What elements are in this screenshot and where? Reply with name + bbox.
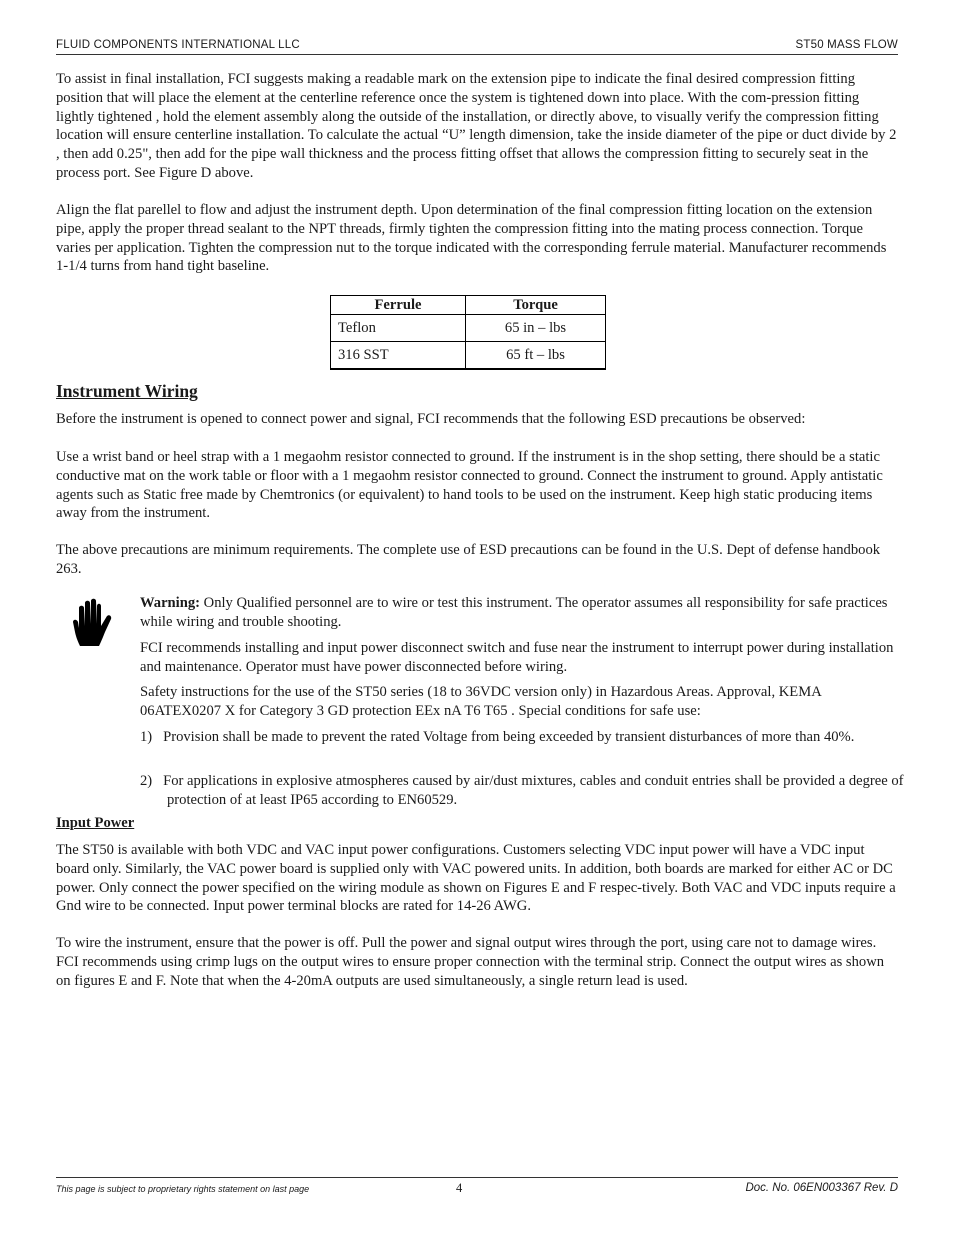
footer-doc-number: Doc. No. 06EN003367 Rev. D [745,1182,898,1194]
input-power-paragraph: The ST50 is available with both VDC and VAC input power configurations. Customers selecting VDC input power will have a VDC input board only. Similarly, the VAC power board is supplied only with VAC powered units. In addition, both boards are marked for either AC or DC power. Only connect the power specified on the wiring module as shown on Figures E and F respec-tively. Both VAC and VDC inputs require a Gnd wire to be connected. Input power terminal blocks are rated for 14-26 AWG. [56,842,896,915]
warning-paragraph [140,594,898,632]
esd-instructions-paragraph: Use a wrist band or heel strap with a 1 megaohm resistor connected to ground. If the instrument is in the shop setting, there should be a static conductive mat on the work table or floor with a 1 megaohm resistor connected to ground. Connect the instrument to ground. Apply antistatic agents such as Static free made by Chemtronics (or equivalent) to hand tools to be used on the instrument. Keep high static producing items away from the instrument. [56,449,883,522]
esd-intro-paragraph: Before the instrument is opened to connect power and signal, FCI recommends that the following ESD precautions be observed: [56,411,806,427]
list-item: 2) For applications in explosive atmospheres caused by air/dust mixtures, cables and conduit entries shall be provided a degree of protection of at least IP65 according to EN60529. [140,773,904,808]
column-header-torque: Torque [466,296,606,315]
table-header-row [331,296,606,315]
table-row [331,342,606,370]
wiring-instructions-paragraph: To wire the instrument, ensure that the power is off. Pull the power and signal output wires through the port, using care not to damage wires. FCI recommends using crimp lugs on the output wires to ensure proper connection with the terminal strip. Connect the output wires as shown on figures E and F. Note that when the 4-20mA outputs are used simultaneously, a single return lead is used. [56,935,885,989]
column-header-ferrule: Ferrule [331,296,466,315]
alignment-paragraph: Align the flat parellel to flow and adjust the instrument depth. Upon determination of the final compression fitting location on the extension pipe, apply the proper thread sealant to the NPT threads, firmly tighten the compression fitting into the mating process connection. Torque varies per application. Tighten the compression nut to the torque indicated with the corresponding ferrule material. Manufacturer recommends 1-1/4 turns from hand tight baseline. [56,202,887,275]
disconnect-switch-paragraph: FCI recommends installing and input power disconnect switch and fuse near the instrument to interrupt power during installation and maintenance. Operator must have power disconnected before wiring. [140,640,894,675]
table-row [331,315,606,342]
page-header [56,38,898,55]
ferrule-cell: Teflon [331,315,466,342]
hand-stop-icon [70,598,112,648]
hazardous-areas-paragraph: Safety instructions for the use of the ST50 series (18 to 36VDC version only) in Hazardous Areas. Approval, KEMA 06ATEX0207 X for Category 3 GD protection EEx nA T6 T65 . Special conditions for safe use: [140,684,821,719]
section-heading-input-power: Input Power [56,815,135,831]
warning-label: Warning: [140,595,201,611]
torque-cell: 65 in – lbs [466,315,606,342]
header-company: FLUID COMPONENTS INTERNATIONAL LLC [56,39,300,51]
torque-table [330,295,606,370]
page-number: 4 [456,1181,463,1195]
footer-proprietary-note: This page is subject to proprietary rights statement on last page [56,1184,310,1194]
esd-requirements-paragraph: The above precautions are minimum requirements. The complete use of ESD precautions can be found in the U.S. Dept of defense handbook 263. [56,542,881,577]
warning-text: Only Qualified personnel are to wire or test this instrument. The operator assumes all responsibility for safe practices while wiring and trouble shooting. [140,595,888,630]
header-product: ST50 MASS FLOW [795,39,898,51]
installation-paragraph: To assist in final installation, FCI suggests making a readable mark on the extension pipe to indicate the final desired compression fitting position that will place the element at the centerline reference once the system is tightened down into place. With the com-pression fitting lightly tightened , hold the element assembly along the outside of the installation, or directly above, to visually verify the compression fitting location will ensure centerline installation. To calculate the actual “U” length dimension, take the inside diameter of the pipe or duct divide by 2 , then add 0.25", then add for the pipe wall thickness and the process fitting offset that allows the compression fitting to securely seat in the process port. See Figure D above. [56,71,897,181]
list-item: 1) Provision shall be made to prevent the rated Voltage from being exceeded by transient disturbances of more than 40%. [140,729,855,745]
section-heading-instrument-wiring: Instrument Wiring [56,381,198,401]
ferrule-cell: 316 SST [331,342,466,370]
page-footer [56,1177,898,1198]
torque-cell: 65 ft – lbs [466,342,606,370]
